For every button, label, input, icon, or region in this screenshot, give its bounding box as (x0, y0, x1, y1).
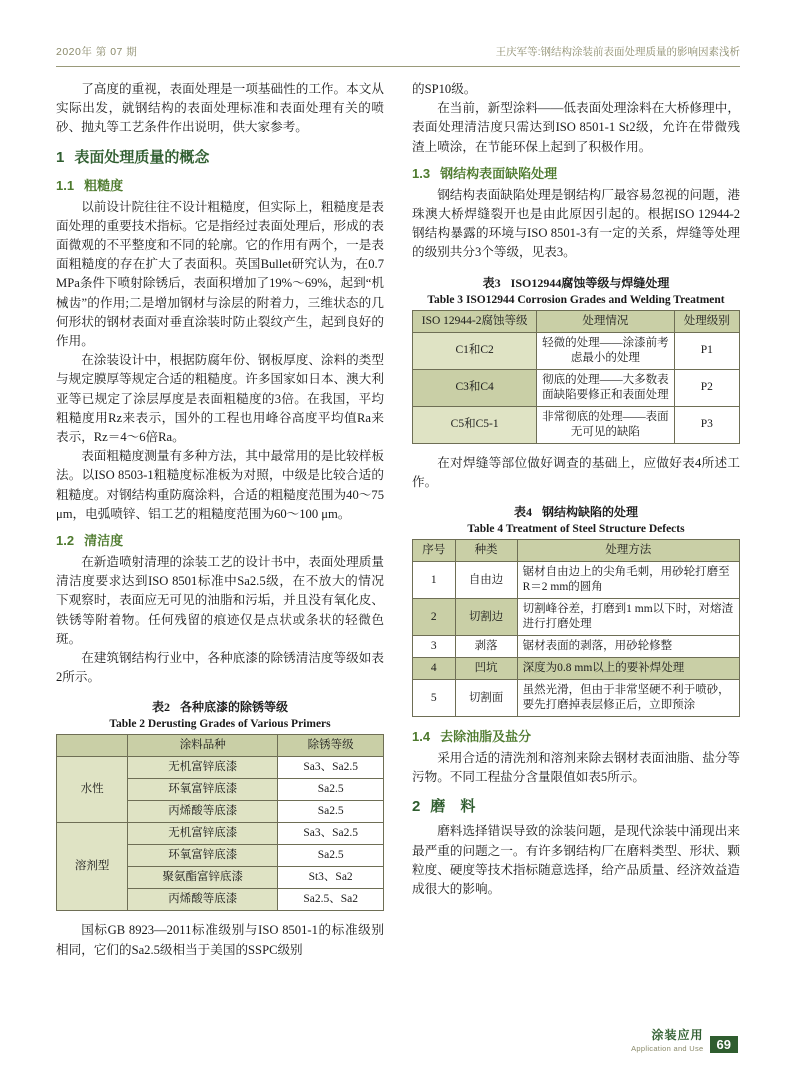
table-row (413, 680, 740, 717)
heading-1-2-number: 1.2 (56, 533, 75, 549)
table-row (57, 735, 384, 757)
page-footer (631, 1026, 738, 1053)
table-row (57, 757, 384, 779)
table-2-cell-primer: 聚氨酯富锌底漆 (128, 867, 278, 889)
table-4-cell-kind: 凹坑 (455, 658, 517, 680)
table-row (413, 540, 740, 562)
heading-1-2 (56, 531, 384, 551)
table-3-caption (412, 275, 740, 309)
table-4-wrapper (412, 504, 740, 717)
table-3-caption-cn-text: ISO12944腐蚀等级与焊缝处理 (510, 275, 670, 290)
table-2-cell-grade: Sa2.5、Sa2 (278, 889, 384, 911)
paragraph-defects: 钢结构表面缺陷处理是钢结构厂最容易忽视的问题，港珠澳大桥焊缝裂开也是由此原因引起的。根据ISO 12944-2钢结构暴露的环境与ISO 8501-3有一定的关系，焊缝等处理的级别共分3个等级，见表3。 (412, 187, 740, 260)
paragraph-roughness-2: 在涂装设计中，根据防腐年份、钢板厚度、涂料的类型与规定膜厚等规定合适的粗糙度。许多国家如日本、澳大利亚等已规定了涂层厚度是表面粗糙度的3倍。在我国，平均粗糙度用Rz来表示，国外的工程也用峰谷高度平均值Ra来表示，Rz＝4～6倍Ra。 (56, 353, 384, 445)
heading-1-3 (412, 164, 740, 184)
table-4 (412, 539, 740, 717)
table-3-cell-treatment: 轻微的处理——涂漆前考虑最小的处理 (537, 332, 674, 369)
table-2-cell-primer: 无机富锌底漆 (128, 757, 278, 779)
table-4-header-0: 序号 (413, 540, 456, 562)
table-3-cell-level: P1 (674, 332, 739, 369)
paragraph-intro: 了高度的重视，表面处理是一项基础性的工作。本文从实际出发，就钢结构的表面处理标准和表面处理有关的喷砂、抛丸等工艺条件作出说明，供大家参考。 (56, 82, 384, 135)
heading-1-3-number: 1.3 (412, 165, 431, 181)
table-3-cell-grade: C5和C5-1 (413, 406, 537, 443)
table-4-cell-kind: 剥落 (455, 636, 517, 658)
table-2-cell-primer: 环氧富锌底漆 (128, 845, 278, 867)
table-2-group-waterborne: 水性 (57, 757, 128, 823)
table-2-header-1: 涂料品种 (128, 735, 278, 757)
table-4-cell-no: 3 (413, 636, 456, 658)
table-4-caption-cn-number: 表4 (513, 505, 532, 520)
header-issue: 2020年 第 07 期 (56, 46, 138, 58)
page-number: 69 (710, 1036, 738, 1053)
heading-1-4-number: 1.4 (412, 729, 431, 745)
table-3-header-0: ISO 12944-2腐蚀等级 (413, 310, 537, 332)
table-3-caption-cn-number: 表3 (482, 275, 501, 290)
table-3-caption-en-text: ISO12944 Corrosion Grades and Welding Treatment (465, 293, 725, 306)
page-header (56, 44, 740, 67)
table-4-cell-kind: 切割边 (455, 599, 517, 636)
table-2-cell-grade: Sa2.5 (278, 779, 384, 801)
table-3-cell-level: P2 (674, 369, 739, 406)
table-2-cell-primer: 丙烯酸等底漆 (128, 801, 278, 823)
table-3 (412, 310, 740, 444)
table-4-cell-no: 5 (413, 680, 456, 717)
table-3-cell-level: P3 (674, 406, 739, 443)
table-2 (56, 734, 384, 911)
table-row (413, 310, 740, 332)
heading-2 (412, 796, 740, 818)
heading-1-1-text: 粗糙度 (84, 177, 124, 193)
table-2-header-2: 除锈等级 (278, 735, 384, 757)
heading-1-number: 1 (56, 148, 65, 166)
table-3-wrapper (412, 275, 740, 444)
heading-2-number: 2 (412, 798, 421, 816)
table-4-cell-no: 4 (413, 658, 456, 680)
paragraph-abrasive: 磨料选择错误导致的涂装问题，是现代涂装中涌现出来最严重的问题之一。有许多钢结构厂在磨料类型、形状、颗粒度、硬度等技术指标随意选择，给产品质量、经济效益造成很大的影响。 (412, 824, 740, 897)
table-row (413, 562, 740, 599)
heading-1-2-text: 清洁度 (84, 533, 124, 549)
heading-1-text: 表面处理质量的概念 (74, 148, 210, 166)
table-2-group-solvent: 溶剂型 (57, 823, 128, 911)
table-2-caption (56, 699, 384, 733)
table-3-header-2: 处理级别 (674, 310, 739, 332)
table-4-cell-method: 深度为0.8 mm以上的要补焊处理 (517, 658, 739, 680)
heading-1 (56, 147, 384, 169)
table-4-caption-en-text: Treatment of Steel Structure Defects (505, 523, 685, 536)
heading-1-1 (56, 176, 384, 196)
table-4-cell-method: 锯材表面的剥落，用砂轮修整 (517, 636, 739, 658)
table-2-header-0 (57, 735, 128, 757)
table-3-caption-en-number: Table 3 (427, 293, 464, 306)
table-2-caption-en-number: Table 2 (109, 718, 146, 731)
heading-2-text: 磨 料 (430, 798, 476, 816)
paragraph-low-surface-coating: 在当前，新型涂料——低表面处理涂料在大桥修理中，表面处理清洁度只需达到ISO 8501-1 St2级，允许在带微残渣上喷涂，在节能环保上起到了积极作用。 (412, 101, 740, 154)
table-4-cell-no: 1 (413, 562, 456, 599)
table-3-header-1: 处理情况 (537, 310, 674, 332)
table-row (413, 636, 740, 658)
table-3-cell-grade: C3和C4 (413, 369, 537, 406)
paragraph-roughness-1: 以前设计院往往不设计粗糙度，但实际上，粗糙度是表面处理的重要技术指标。它是指经过表面处理后，形成的表面微观的不平整度和不同的轮廓。它的作用有两个，一是表面粗糙度的存在扩大了表面积。英国Bullet研究认为，在0.7 MPa条件下喷射除锈后，表面积增加了19%～69%，起到“机械齿”的作用;二是增加钢材与涂层的附着力，三维状态的几何形状的钢材表面对垂直涂装时防止裂纹产生，起到良好的作用。 (56, 199, 384, 349)
table-4-cell-method: 虽然光滑，但由于非常坚硬不利于喷砂，要先打磨掉表层修正后，立即预涂 (517, 680, 739, 717)
paragraph-cleanliness-2: 在建筑钢结构行业中，各种底漆的除锈清洁度等级如表2所示。 (56, 651, 384, 685)
paragraph-roughness-3: 表面粗糙度测量有多种方法，其中最常用的是比较样板法。以ISO 8503-1粗糙度标准板为对照，中级是比较合适的粗糙度。对钢结构重防腐涂料，合适的粗糙度范围为40～75 μm，电弧喷锌、铝工艺的粗糙度范围为60～100 μm。 (56, 449, 384, 521)
table-2-wrapper (56, 699, 384, 911)
paragraph-sp10: 的SP10级。 (412, 82, 477, 96)
table-4-cell-kind: 自由边 (455, 562, 517, 599)
table-4-header-2: 处理方法 (517, 540, 739, 562)
paragraph-cleanliness-1: 在新造喷射清理的涂装工艺的设计书中，表面处理质量清洁度要求达到ISO 8501标准中Sa2.5级，在不放大的情况下观察时，表面应无可见的油脂和污垢，并且没有氧化皮、铁锈等附着物。任何残留的痕迹仅是点状或条状的轻微色斑。 (56, 555, 384, 646)
footer-section-cn: 涂装应用 (651, 1028, 704, 1042)
table-2-cell-grade: Sa2.5 (278, 845, 384, 867)
heading-1-4-text: 去除油脂及盐分 (440, 729, 532, 745)
table-4-cell-kind: 切割面 (455, 680, 517, 717)
table-4-header-1: 种类 (455, 540, 517, 562)
table-4-caption-cn-text: 钢结构缺陷的处理 (542, 505, 639, 520)
table-row (413, 406, 740, 443)
header-article-title: 王庆军等:钢结构涂装前表面处理质量的影响因素浅析 (495, 46, 740, 58)
table-2-cell-primer: 丙烯酸等底漆 (128, 889, 278, 911)
paragraph-degrease: 采用合适的清洗剂和溶剂来除去钢材表面油脂、盐分等污物。不同工程盐分含量限值如表5所示。 (412, 751, 740, 785)
paragraph-standard-gb: 国标GB 8923—2011标准级别与ISO 8501-1的标准级别相同，它们的Sa2.5级相当于美国的SSPC级别 (56, 923, 384, 957)
table-row (413, 599, 740, 636)
table-2-cell-primer: 环氧富锌底漆 (128, 779, 278, 801)
paragraph-weld-survey: 在对焊缝等部位做好调查的基础上，应做好表4所述工作。 (412, 455, 740, 489)
table-4-caption-en-number: Table 4 (467, 523, 504, 536)
table-2-cell-primer: 无机富锌底漆 (128, 823, 278, 845)
heading-1-3-text: 钢结构表面缺陷处理 (440, 165, 558, 181)
table-4-cell-method: 锯材自由边上的尖角毛刺，用砂轮打磨至R＝2 mm的圆角 (517, 562, 739, 599)
table-2-cell-grade: Sa2.5 (278, 801, 384, 823)
heading-1-4 (412, 727, 740, 747)
table-2-cell-grade: Sa3、Sa2.5 (278, 757, 384, 779)
table-3-cell-treatment: 彻底的处理——大多数表面缺陷要修正和表面处理 (537, 369, 674, 406)
left-column (56, 80, 384, 960)
table-2-caption-en-text: Derusting Grades of Various Primers (147, 718, 331, 731)
heading-1-1-number: 1.1 (56, 177, 75, 193)
table-4-cell-method: 切割峰谷差，打磨到1 mm以下时，对熔渣进行打磨处理 (517, 599, 739, 636)
table-row (413, 369, 740, 406)
table-3-cell-treatment: 非常彻底的处理——表面无可见的缺陷 (537, 406, 674, 443)
table-row (413, 658, 740, 680)
footer-section-en: Application and Use (631, 1044, 704, 1053)
right-column (412, 80, 740, 899)
table-4-caption (412, 504, 740, 538)
table-2-caption-cn-number: 表2 (151, 700, 170, 715)
table-3-cell-grade: C1和C2 (413, 332, 537, 369)
table-row (57, 823, 384, 845)
table-2-cell-grade: St3、Sa2 (278, 867, 384, 889)
table-2-caption-cn-text: 各种底漆的除锈等级 (180, 700, 289, 715)
table-row (413, 332, 740, 369)
table-4-cell-no: 2 (413, 599, 456, 636)
table-2-cell-grade: Sa3、Sa2.5 (278, 823, 384, 845)
